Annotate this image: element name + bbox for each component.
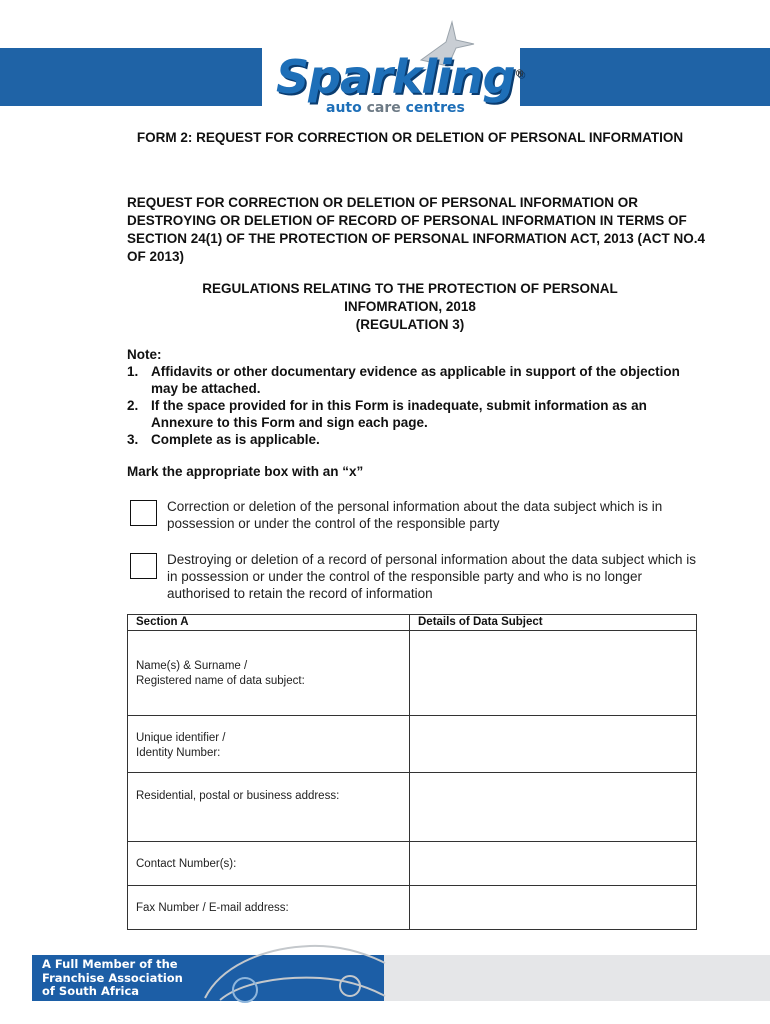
logo-tag-auto: auto xyxy=(326,100,362,116)
contact-number-field[interactable] xyxy=(410,842,697,886)
row-label-text xyxy=(136,716,401,761)
note-number: 3. xyxy=(127,432,139,447)
row-label-text xyxy=(136,842,401,872)
row-label-text xyxy=(136,631,401,689)
row-label-text xyxy=(136,886,401,916)
option-destroying-label: Destroying or deletion of a record of personal information about the data subject which is in possession or under the control of the responsible party and who is no longer authorised to retain the record of information xyxy=(167,552,697,601)
note-item xyxy=(127,397,707,431)
row-label-fax-email xyxy=(128,886,410,930)
logo-tag-care: care xyxy=(366,100,401,116)
table-row xyxy=(128,842,697,886)
row-label-identifier xyxy=(128,716,410,773)
row-label-line: Contact Number(s): xyxy=(136,858,237,870)
checkbox-destroying[interactable] xyxy=(130,553,157,579)
table-row xyxy=(128,716,697,773)
regulations-line-1: REGULATIONS RELATING TO THE PROTECTION OF PERSONAL xyxy=(202,281,618,296)
row-label-line: Registered name of data subject: xyxy=(136,675,305,687)
data-subject-table xyxy=(127,614,697,930)
note-item xyxy=(127,363,707,397)
checkbox-correction[interactable] xyxy=(130,500,157,526)
row-label-line: Identity Number: xyxy=(136,747,221,759)
note-item xyxy=(127,431,707,448)
note-text: If the space provided for in this Form is inadequate, submit information as an Annexure to this Form and sign each page. xyxy=(151,398,647,430)
logo-wordmark xyxy=(276,50,524,104)
footer-line: of South Africa xyxy=(42,984,140,998)
logo-word: Sparkling xyxy=(276,50,515,104)
row-label-line: Residential, postal or business address: xyxy=(136,790,340,802)
footer-line: A Full Member of the xyxy=(42,957,178,971)
table-row xyxy=(128,886,697,930)
address-field[interactable] xyxy=(410,773,697,842)
row-label-line: Unique identifier / xyxy=(136,732,226,744)
notes-list xyxy=(127,363,707,448)
note-text: Affidavits or other documentary evidence as applicable in support of the objection may be attached. xyxy=(151,364,680,396)
fax-email-field[interactable] xyxy=(410,886,697,930)
row-label-text xyxy=(136,773,401,804)
identity-number-field[interactable] xyxy=(410,716,697,773)
row-label-contact xyxy=(128,842,410,886)
row-label-address xyxy=(128,773,410,842)
regulations-heading xyxy=(120,280,700,334)
option-correction-label: Correction or deletion of the personal information about the data subject which is in possession or under the control of the responsible party xyxy=(167,499,663,531)
column-header-section-a: Section A xyxy=(128,615,410,631)
franchise-association-badge xyxy=(42,958,183,999)
row-label-name xyxy=(128,631,410,716)
row-label-line: Fax Number / E-mail address: xyxy=(136,902,289,914)
table-row xyxy=(128,773,697,842)
footer-band-grey xyxy=(384,955,770,1001)
logo-tagline xyxy=(326,100,465,116)
company-logo xyxy=(268,20,524,116)
header-band-left xyxy=(0,48,262,106)
regulations-line-3: (REGULATION 3) xyxy=(355,317,465,332)
note-text: Complete as is applicable. xyxy=(151,432,320,447)
form-subtitle: REQUEST FOR CORRECTION OR DELETION OF PERSONAL INFORMATION OR DESTROYING OR DELETION OF RECORD OF PERSONAL INFORMATION IN TERMS OF SECTION 24(1) OF THE PROTECTION OF PERSONAL INFORMATION ACT, 2013 (ACT NO.4 OF 2013) xyxy=(127,195,706,264)
table-row xyxy=(128,631,697,716)
note-label: Note: xyxy=(127,347,162,362)
column-header-details: Details of Data Subject xyxy=(410,615,697,631)
note-number: 2. xyxy=(127,398,139,413)
notes-section xyxy=(127,346,707,448)
logo-tag-centres: centres xyxy=(405,100,465,116)
form-title: FORM 2: REQUEST FOR CORRECTION OR DELETION OF PERSONAL INFORMATION xyxy=(136,130,684,145)
table-header-row xyxy=(128,615,697,631)
logo-registered-mark: ® xyxy=(514,68,524,80)
footer-line: Franchise Association xyxy=(42,970,183,985)
header-band-right xyxy=(520,48,770,106)
name-field[interactable] xyxy=(410,631,697,716)
regulations-line-2: INFOMRATION, 2018 xyxy=(344,299,476,314)
note-number: 1. xyxy=(127,364,139,379)
row-label-line: Name(s) & Surname / xyxy=(136,660,248,672)
car-outline-icon xyxy=(200,928,390,1003)
mark-instruction: Mark the appropriate box with an “x” xyxy=(127,464,364,479)
